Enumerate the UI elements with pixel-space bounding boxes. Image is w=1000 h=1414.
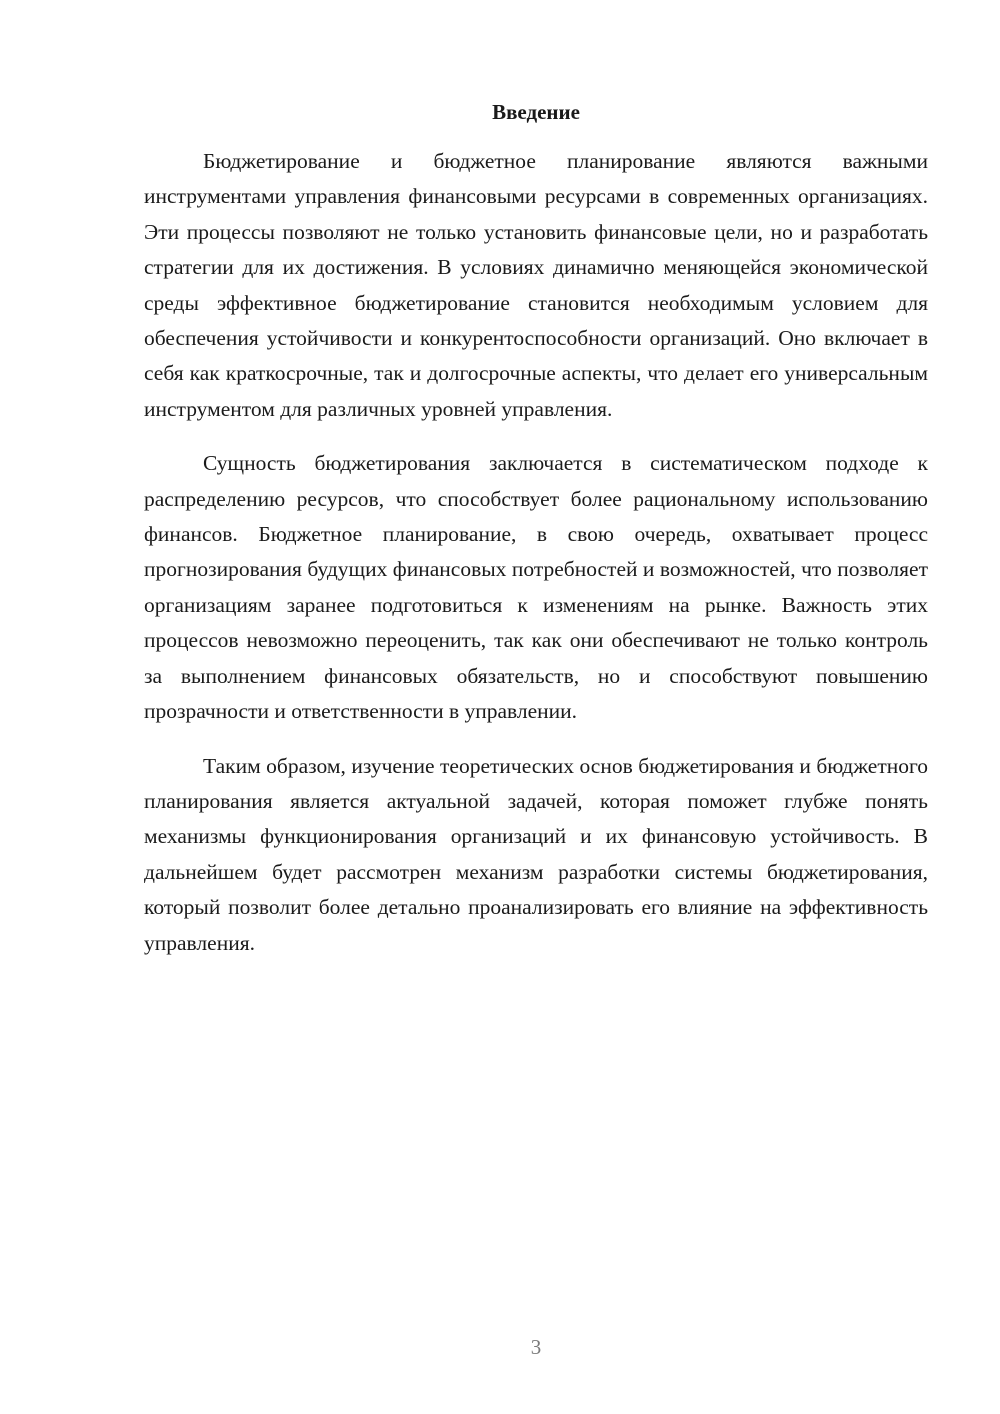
paragraph-2: Сущность бюджетирования заключается в систематическом подходе к распределению ресурсов, что способствует более рациональному использованию финансов. Бюджетное планирование, в свою очередь, охватывает процесс прогнозирования будущих финансовых потребностей и возможностей, что позволяет организациям заранее подготовиться к изменениям на рынке. Важность этих процессов невозможно переоценить, так как они обеспечивают не только контроль за выполнением финансовых обязательств, но и способствуют повышению прозрачности и ответственности в управлении.: [144, 451, 928, 724]
page-number: 3: [530, 1335, 542, 1359]
page-title: Введение: [492, 100, 580, 124]
body-text: [144, 144, 928, 980]
paragraph-1: Бюджетирование и бюджетное планирование являются важными инструментами управления финансовыми ресурсами в современных организациях. Эти процессы позволяют не только установить финансовые цели, но и разработать стратегии для их достижения. В условиях динамично меняющейся экономической среды эффективное бюджетирование становится необходимым условием для обеспечения устойчивости и конкурентоспособности организаций. Оно включает в себя как краткосрочные, так и долгосрочные аспекты, что делает его универсальным инструментом для различных уровней управления.: [144, 149, 928, 421]
paragraph-3: Таким образом, изучение теоретических основ бюджетирования и бюджетного планирования является актуальной задачей, которая поможет глубже понять механизмы функционирования организаций и их финансовую устойчивость. В дальнейшем будет рассмотрен механизм разработки системы бюджетирования, который позволит более детально проанализировать его влияние на эффективность управления.: [144, 753, 928, 955]
